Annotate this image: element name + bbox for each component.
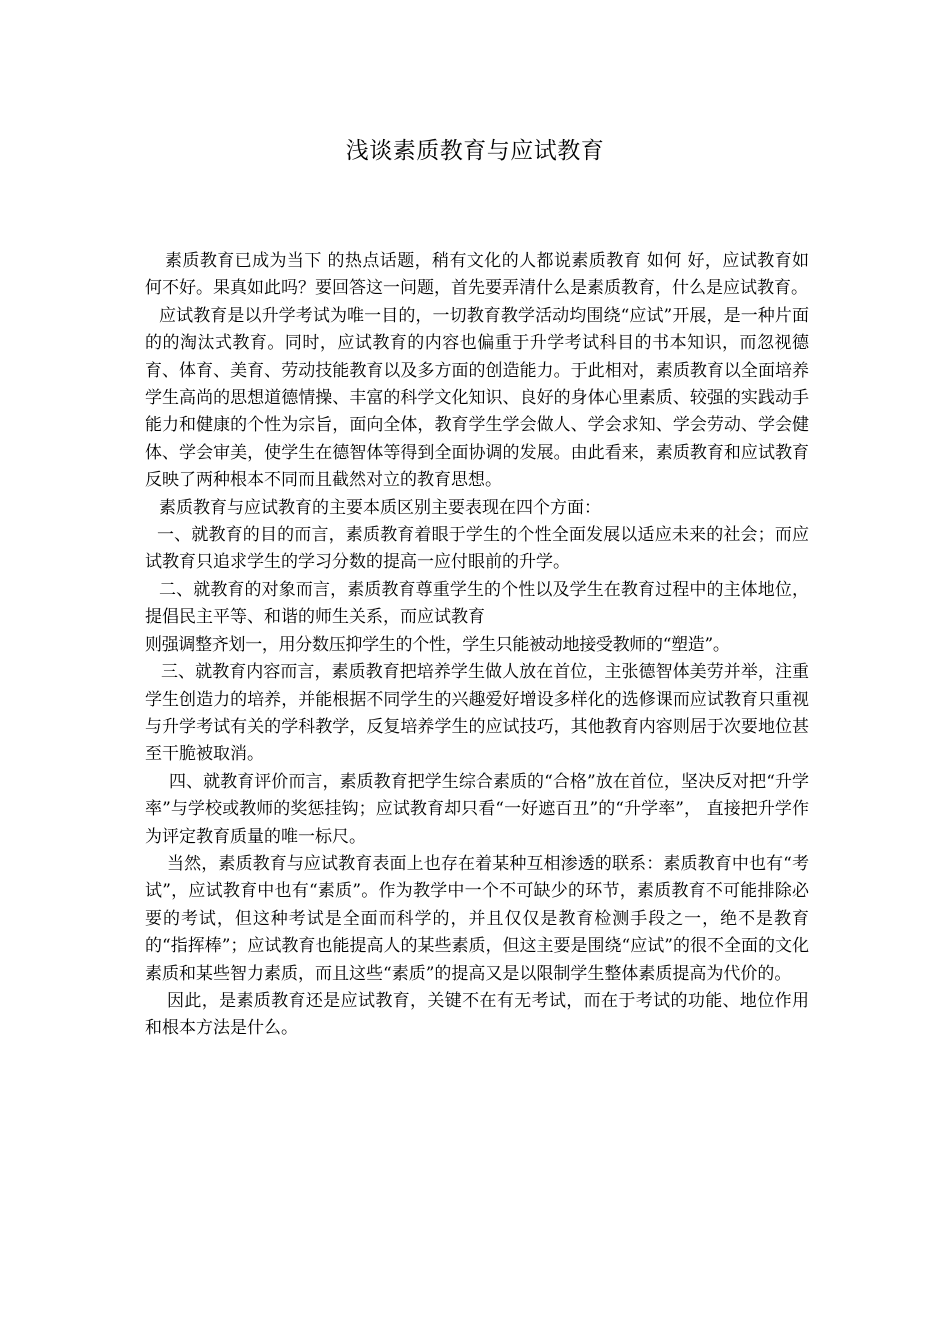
paragraph-conclusion: 因此，是素质教育还是应试教育，关键不在有无考试，而在于考试的功能、地位作用和根本方法是什么。 [145,990,809,1039]
paragraph-aspect-three: 三、就教育内容而言，素质教育把培养学生做人放在首位，主张德智体美劳并举，注重学生创造力的培养，并能根据不同学生的兴趣爱好增设多样化的选修课而应试教育只重视与升学考试有关的学科教学，反复培养学生的应试技巧，其他教育内容则居于次要地位甚至干脆被取消。 [145,662,809,765]
paragraph-aspect-two-continued: 则强调整齐划一，用分数压抑学生的个性，学生只能被动地接受教师的“塑造”。 [145,634,730,655]
document-title: 浅谈素质教育与应试教育 [345,138,605,164]
document-body [145,248,809,1043]
paragraph-aspect-two: 二、就教育的对象而言，素质教育尊重学生的个性以及学生在教育过程中的主体地位，提倡民主平等、和谐的师生关系，而应试教育 [145,579,809,628]
paragraph-four-aspects: 素质教育与应试教育的主要本质区别主要表现在四个方面： [159,497,601,518]
paragraph-aspect-one: 一、就教育的目的而言，素质教育着眼于学生的个性全面发展以适应未来的社会；而应试教育只追求学生的学习分数的提高一应付眼前的升学。 [145,525,809,573]
paragraph-exam-education: 应试教育是以升学考试为唯一目的，一切教育教学活动均围绕“应试”开展，是一种片面的的淘汰式教育。同时，应试教育的内容也偏重于升学考试科目的书本知识，而忽视德育、体育、美育、劳动技能教育以及多方面的创造能力。于此相对，素质教育以全面培养学生高尚的思想道德情操、丰富的科学文化知识、良好的身体心里素质、较强的实践动手能力和健康的个性为宗旨，面向全体，教育学生学会做人、学会求知、学会劳动、学会健体、学会审美，使学生在德智体等得到全面协调的发展。由此看来，素质教育和应试教育反映了两种根本不同而且截然对立的教育思想。 [145,305,809,491]
paragraph-relationship: 当然，素质教育与应试教育表面上也存在着某种互相渗透的联系：素质教育中也有“考试”，应试教育中也有“素质”。作为教学中一个不可缺少的环节，素质教育不可能排除必要的考试，但这种考试是全面而科学的，并且仅仅是教育检测手段之一，绝不是教育的“指挥棒”；应试教育也能提高人的某些素质，但这主要是围绕“应试”的很不全面的文化素质和某些智力素质，而且这些“素质”的提高又是以限制学生整体素质提高为代价的。 [145,853,809,984]
paragraph-intro: 素质教育已成为当下 的热点话题，稍有文化的人都说素质教育 如何 好，应试教育如何不好。果真如此吗？要回答这一问题，首先要弄清什么是素质教育，什么是应试教育。 [145,251,809,299]
paragraph-aspect-four: 四、就教育评价而言，素质教育把学生综合素质的“合格”放在首位，坚决反对把“升学率”与学校或教师的奖惩挂钩；应试教育却只看“一好遮百丑”的“升学率”， 直接把升学作为评定教育质量的唯一标尺。 [145,771,809,847]
